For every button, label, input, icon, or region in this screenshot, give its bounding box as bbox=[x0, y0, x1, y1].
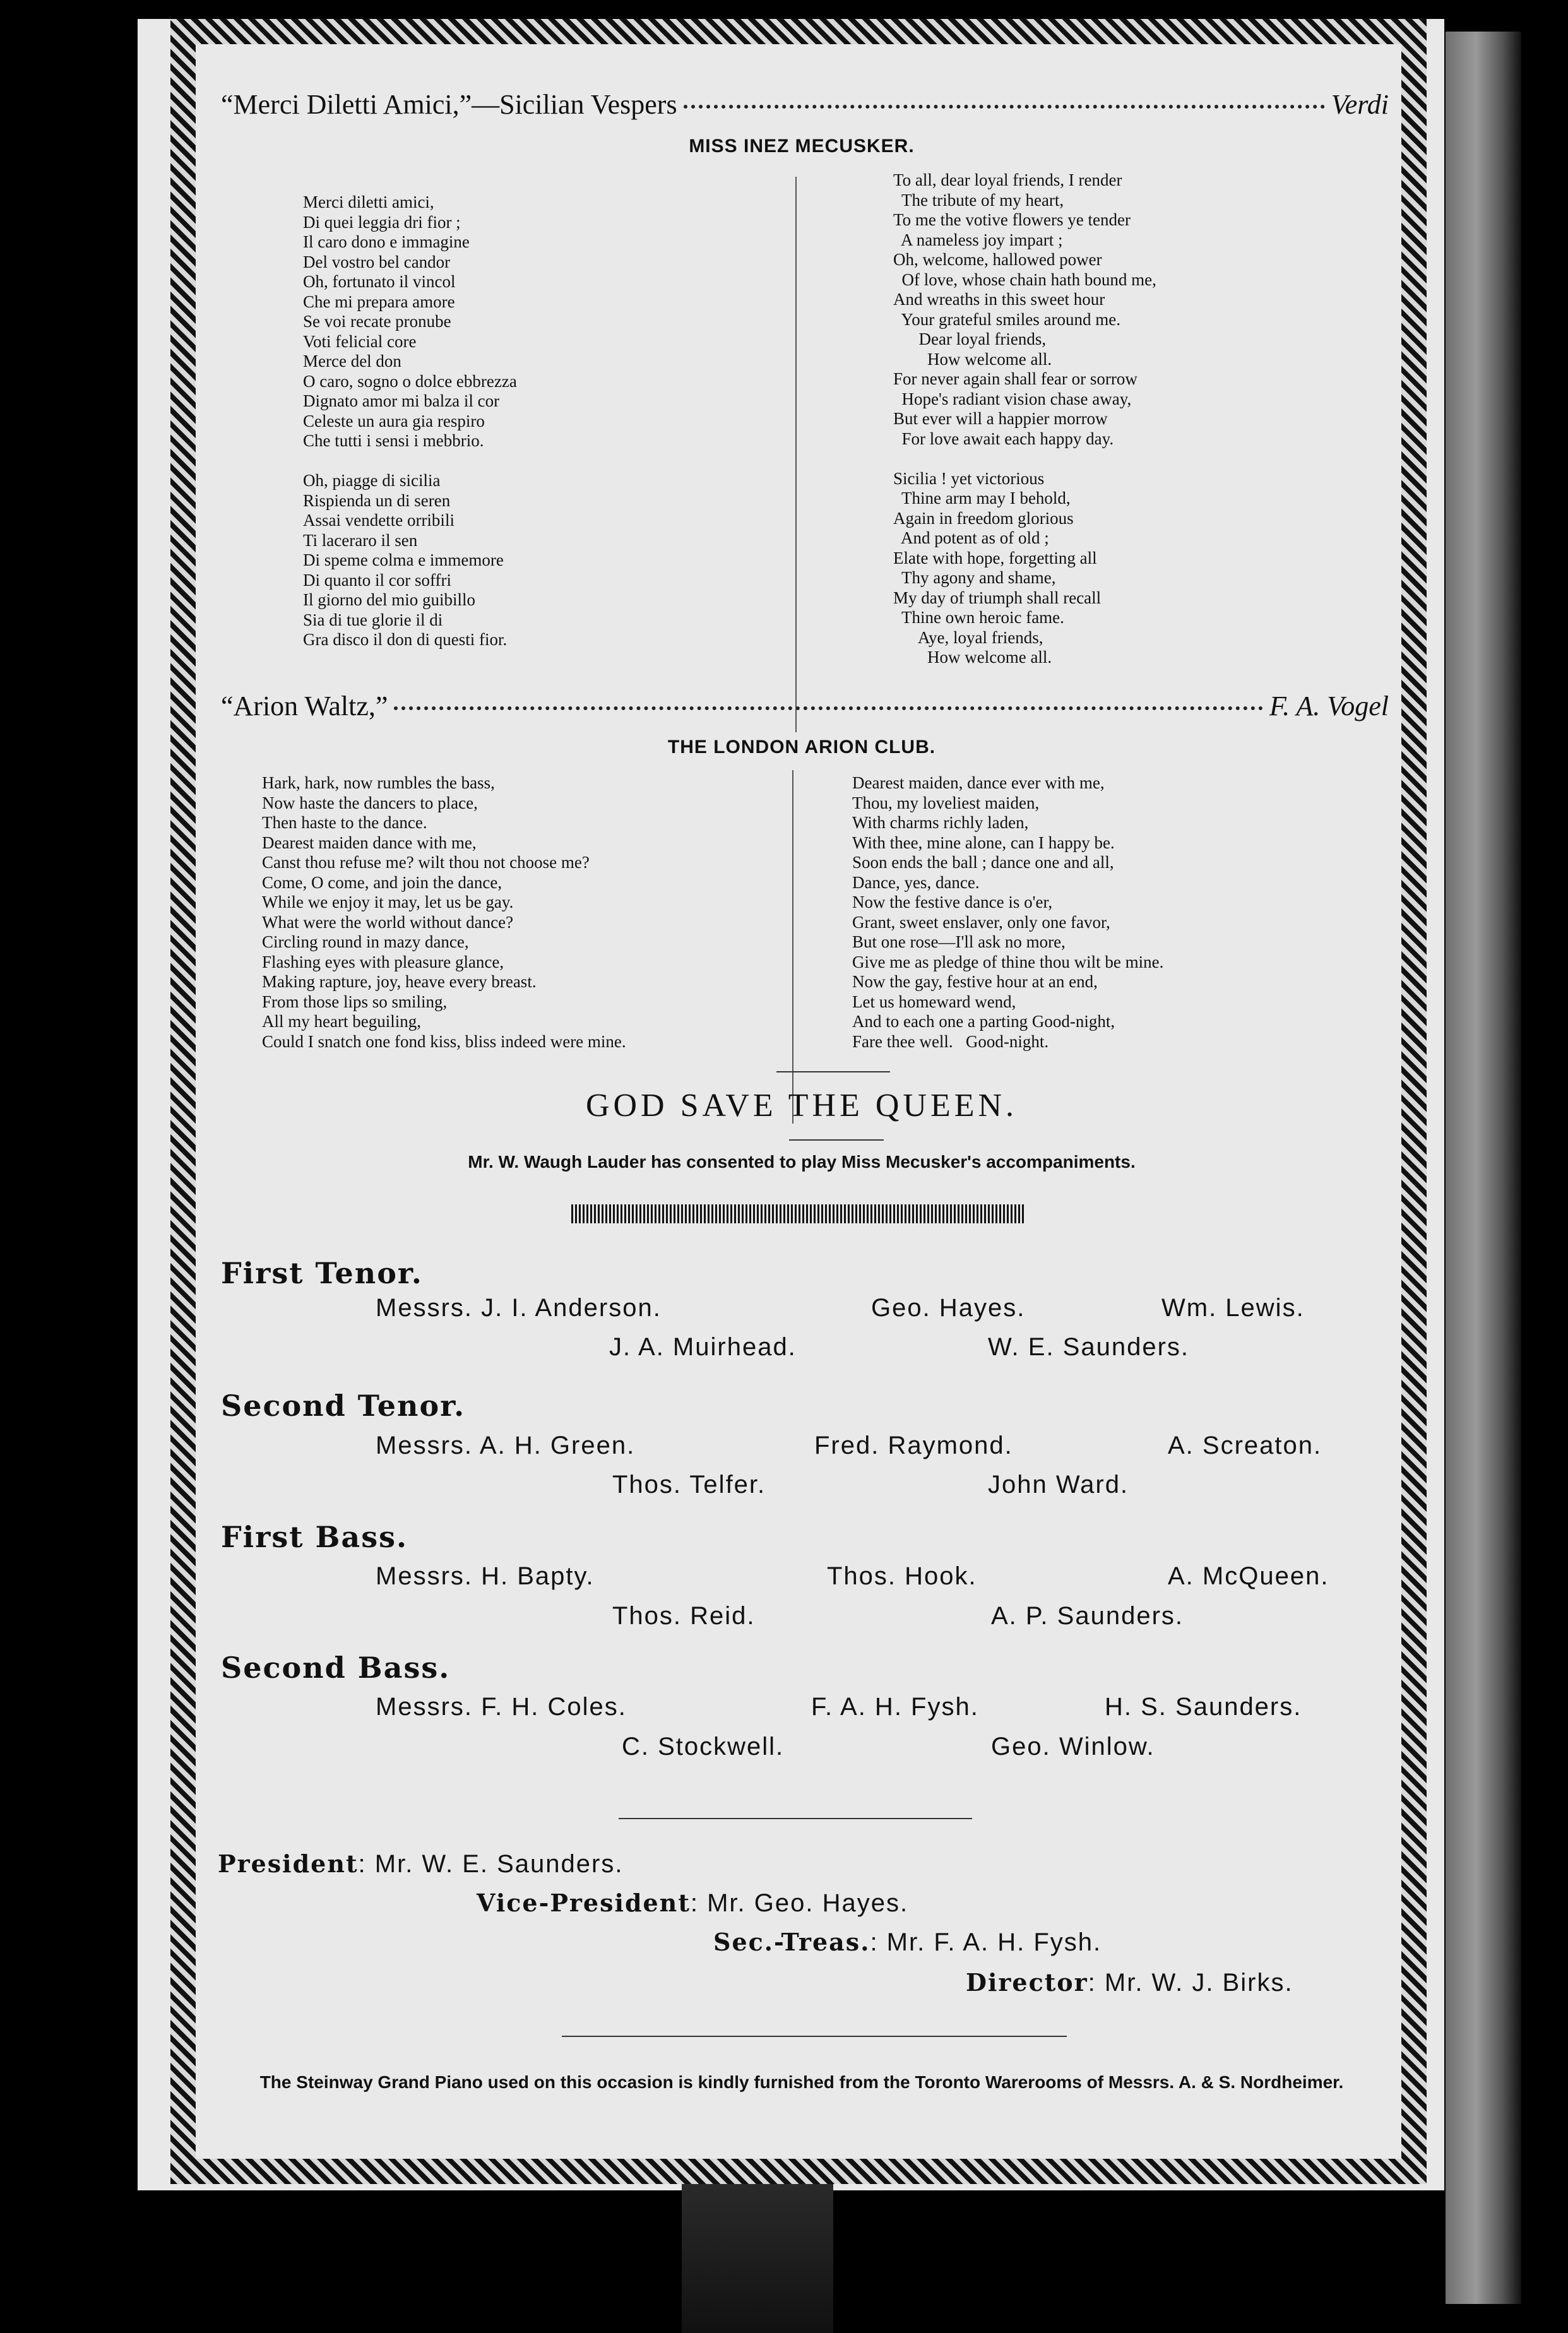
member-name: John Ward. bbox=[988, 1471, 1129, 1499]
piece2-performer: THE LONDON ARION CLUB. bbox=[667, 737, 936, 757]
piece1-composer: Verdi bbox=[1331, 89, 1389, 120]
officer-role: Sec.-Treas. bbox=[713, 1928, 870, 1956]
officer-role: Director bbox=[966, 1968, 1088, 1997]
officer-colon: : bbox=[690, 1889, 708, 1917]
officer-colon: : bbox=[358, 1850, 375, 1878]
decorative-rule bbox=[571, 1204, 1026, 1223]
member-name: Geo. Winlow. bbox=[991, 1733, 1155, 1760]
short-rule bbox=[776, 1071, 890, 1072]
officer-director bbox=[966, 1968, 1293, 1997]
piece1-italian-lyrics: Merci diletti amici, Di quei leggia dri fior ; Il caro dono e immagine Del vostro bel candor Oh, fortunato il vincol Che mi prepara amore Se voi recate pronube Voti felicial core Merce del don O caro, sogno o dolce ebbrezza Dignato amor mi balza il cor Celeste un aura gia respiro Che tutti i sensi i mebbrio. Oh, piagge di sicilia Rispienda un di seren Assai vendette orribili Ti laceraro il sen Di speme colma e immemore Di quanto il cor soffri Il giorno del mio guibillo Sia di tue glorie il di Gra disco il don di questi fior. bbox=[303, 193, 517, 649]
member-name: J. A. Muirhead. bbox=[609, 1333, 797, 1361]
officer-colon: : bbox=[870, 1928, 887, 1956]
section-heading: Second Tenor. bbox=[221, 1389, 466, 1423]
piece1-english-lyrics: To all, dear loyal friends, I render The tribute of my heart, To me the votive flowers ye tender A nameless joy impart ; Oh, welcome, hallowed power Of love, whose chain hath bound me, And wreaths in this sweet hour Your grateful smiles around me. Dear loyal friends, How welcome all. For never again shall fear or sorrow Hope's radiant vision chase away, But ever will a happier morrow For love await each happy day. Sicilia ! yet victorious Thine arm may I behold, Again in freedom glorious And potent as of old ; Elate with hope, forgetting all Thy agony and shame, My day of triumph shall recall Thine own heroic fame. Aye, loyal friends, How welcome all. bbox=[893, 170, 1156, 667]
officer-name: Mr. W. E. Saunders. bbox=[374, 1850, 624, 1878]
column-divider bbox=[792, 770, 793, 1124]
officer-role: President bbox=[218, 1849, 359, 1878]
member-name: F. A. H. Fysh. bbox=[811, 1693, 979, 1721]
piece2-lyrics-right: Dearest maiden, dance ever with me, Thou, my loveliest maiden, With charms richly laden, With thee, mine alone, can I happy be. Soon ends the ball ; dance one and all, Dance, yes, dance. Now the festive dance is o'er, Grant, sweet enslaver, only one favor, But one rose—I'll ask no more, Give me as pledge of thine thou wilt be mine. Now the gay, festive hour at an end, Let us homeward wend, And to each one a parting Good-night, Fare thee well. Good-night. bbox=[852, 773, 1164, 1051]
piece2-title: “Arion Waltz,” bbox=[221, 691, 388, 721]
officer-name: Mr. F. A. H. Fysh. bbox=[886, 1928, 1102, 1956]
dotted-leader bbox=[684, 105, 1325, 109]
divider-rule bbox=[619, 1818, 972, 1819]
accompanist-note: Mr. W. Waugh Lauder has consented to play Miss Mecusker's accompaniments. bbox=[468, 1152, 1136, 1172]
section-heading: First Tenor. bbox=[221, 1256, 423, 1290]
section-heading: Second Bass. bbox=[221, 1651, 451, 1685]
member-name: Messrs. A. H. Green. bbox=[376, 1432, 636, 1459]
member-name: Fred. Raymond. bbox=[814, 1432, 1013, 1459]
officer-role: Vice-President bbox=[477, 1889, 691, 1917]
member-name: Geo. Hayes. bbox=[871, 1294, 1026, 1322]
member-name: A. Screaton. bbox=[1168, 1432, 1322, 1459]
officer-vice-president bbox=[477, 1889, 908, 1918]
piece2-composer: F. A. Vogel bbox=[1269, 691, 1389, 721]
officer-colon: : bbox=[1088, 1969, 1105, 1997]
piece1-performer: MISS INEZ MECUSKER. bbox=[689, 136, 915, 157]
member-name: Messrs. J. I. Anderson. bbox=[376, 1294, 662, 1322]
divider-rule bbox=[562, 2036, 1067, 2037]
member-name: W. E. Saunders. bbox=[988, 1333, 1190, 1361]
officer-president bbox=[218, 1849, 623, 1879]
piece1-title-line bbox=[221, 88, 1389, 121]
footer-note: The Steinway Grand Piano used on this occasion is kindly furnished from the Toronto Warerooms of Messrs. A. & S. Nordheimer. bbox=[259, 2072, 1344, 2092]
member-name: A. McQueen. bbox=[1168, 1562, 1329, 1590]
member-name: Messrs. F. H. Coles. bbox=[376, 1693, 627, 1721]
piece2-title-line bbox=[221, 690, 1389, 722]
member-name: Messrs. H. Bapty. bbox=[376, 1562, 595, 1590]
section-heading: First Bass. bbox=[221, 1520, 408, 1554]
bottom-stain bbox=[682, 2159, 833, 2333]
page-edge-stain bbox=[1446, 32, 1521, 2304]
member-name: C. Stockwell. bbox=[622, 1733, 785, 1760]
officer-sec-treas bbox=[713, 1928, 1102, 1957]
member-name: Thos. Hook. bbox=[827, 1562, 977, 1590]
anthem-title: GOD SAVE THE QUEEN. bbox=[585, 1088, 1018, 1124]
piece1-title: “Merci Diletti Amici,”—Sicilian Vespers bbox=[221, 89, 677, 120]
officer-name: Mr. Geo. Hayes. bbox=[707, 1889, 909, 1917]
column-divider bbox=[795, 177, 797, 732]
member-name: Thos. Reid. bbox=[612, 1602, 756, 1630]
officer-name: Mr. W. J. Birks. bbox=[1104, 1969, 1293, 1997]
member-name: Wm. Lewis. bbox=[1161, 1294, 1305, 1322]
member-name: H. S. Saunders. bbox=[1105, 1693, 1302, 1721]
member-name: A. P. Saunders. bbox=[991, 1602, 1184, 1630]
piece2-lyrics-left: Hark, hark, now rumbles the bass, Now haste the dancers to place, Then haste to the dance. Dearest maiden dance with me, Canst thou refuse me? wilt thou not choose me? Come, O come, and join the dance, While we enjoy it may, let us be gay. What were the world without dance? Circling round in mazy dance, Flashing eyes with pleasure glance, Making rapture, joy, heave every breast. From those lips so smiling, All my heart beguiling, Could I snatch one fond kiss, bliss indeed were mine. bbox=[262, 773, 626, 1051]
short-rule bbox=[789, 1139, 884, 1141]
member-name: Thos. Telfer. bbox=[612, 1471, 766, 1499]
dotted-leader bbox=[394, 706, 1263, 710]
